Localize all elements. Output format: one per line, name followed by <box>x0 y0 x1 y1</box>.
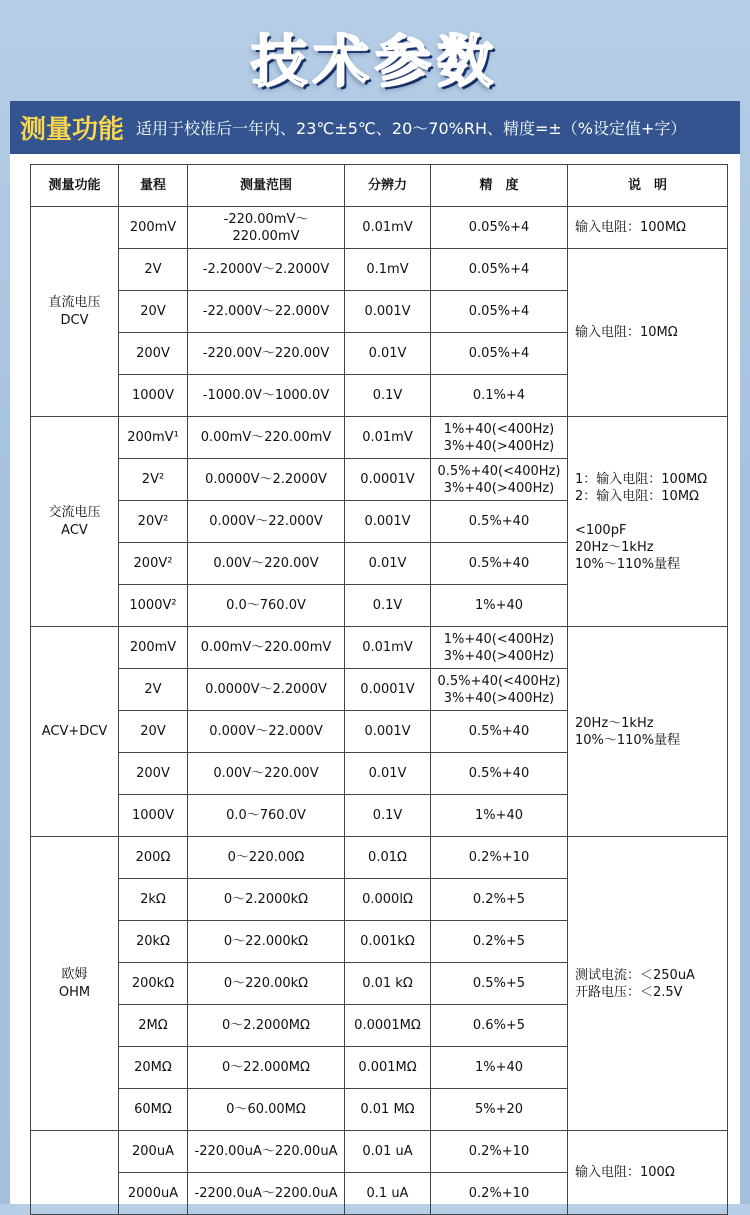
range-cell: 200V² <box>119 543 188 585</box>
function-cell <box>31 1131 119 1215</box>
range-cell: 20MΩ <box>119 1047 188 1089</box>
header-range: 量程 <box>119 165 188 207</box>
range-cell: 2000uA <box>119 1173 188 1215</box>
header-accuracy: 精 度 <box>431 165 568 207</box>
span-line: 0.0000V～2.2000V <box>205 472 327 487</box>
resolution-cell: 0.1V <box>345 795 431 837</box>
span-line: 0～60.00MΩ <box>226 1102 306 1117</box>
accuracy-line: 0.2%+5 <box>472 892 526 907</box>
span-cell <box>188 459 345 501</box>
resolution-cell: 0.01Ω <box>345 837 431 879</box>
range-cell: 20V <box>119 711 188 753</box>
accuracy-line: 0.5%+40(<400Hz) <box>437 463 561 479</box>
table-row <box>31 837 728 879</box>
resolution-cell: 0.001V <box>345 291 431 333</box>
accuracy-line: 3%+40(>400Hz) <box>443 690 555 706</box>
table-body <box>31 207 728 1215</box>
resolution-cell: 0.001V <box>345 711 431 753</box>
accuracy-cell <box>431 879 568 921</box>
range-cell: 200kΩ <box>119 963 188 1005</box>
accuracy-line: 0.6%+5 <box>472 1018 526 1033</box>
note-line: 输入电阻：10MΩ <box>575 325 678 340</box>
note-line: 20Hz～1kHz <box>575 715 654 731</box>
note-line: 输入电阻：100MΩ <box>575 220 686 235</box>
function-label: ACV <box>61 522 88 538</box>
resolution-cell: 0.1mV <box>345 249 431 291</box>
accuracy-line: 0.5%+5 <box>472 976 526 991</box>
range-cell: 2V <box>119 669 188 711</box>
resolution-cell: 0.1 uA <box>345 1173 431 1215</box>
accuracy-line: 0.2%+5 <box>472 934 526 949</box>
accuracy-line: 3%+40(>400Hz) <box>443 648 555 664</box>
header-resolution: 分辨力 <box>345 165 431 207</box>
range-cell: 200uA <box>119 1131 188 1173</box>
notes-cell <box>568 837 728 1131</box>
span-cell <box>188 1131 345 1173</box>
accuracy-cell <box>431 333 568 375</box>
note-line: 20Hz～1kHz <box>575 539 654 555</box>
accuracy-cell <box>431 921 568 963</box>
resolution-cell: 0.01mV <box>345 207 431 249</box>
note-line: 10%～110%量程 <box>575 556 681 572</box>
spec-panel <box>10 154 740 1204</box>
header-function: 测量功能 <box>31 165 119 207</box>
range-cell: 200mV¹ <box>119 417 188 459</box>
accuracy-cell <box>431 1131 568 1173</box>
range-cell: 1000V <box>119 795 188 837</box>
span-cell <box>188 1005 345 1047</box>
accuracy-line: 0.5%+40 <box>468 556 530 571</box>
range-cell: 200mV <box>119 627 188 669</box>
resolution-cell: 0.1V <box>345 375 431 417</box>
span-cell <box>188 963 345 1005</box>
section-heading: 测量功能 <box>20 115 125 145</box>
accuracy-cell <box>431 1089 568 1131</box>
range-cell: 200mV <box>119 207 188 249</box>
table-row <box>31 417 728 459</box>
span-cell <box>188 879 345 921</box>
span-cell <box>188 921 345 963</box>
range-cell: 20V² <box>119 501 188 543</box>
accuracy-line: 0.05%+4 <box>468 220 530 235</box>
accuracy-line: 0.5%+40 <box>468 514 530 529</box>
resolution-cell: 0.01V <box>345 543 431 585</box>
section-banner <box>10 101 740 154</box>
span-line: 0～22.000kΩ <box>223 934 309 949</box>
note-line: 开路电压：＜2.5V <box>575 984 683 1000</box>
resolution-cell: 0.01 MΩ <box>345 1089 431 1131</box>
notes-cell <box>568 417 728 627</box>
span-line: 0.00V～220.00V <box>213 766 319 781</box>
range-cell: 20kΩ <box>119 921 188 963</box>
accuracy-line: 1%+40(<400Hz) <box>443 631 555 647</box>
span-line: 220.00mV <box>232 228 300 244</box>
note-line <box>575 505 725 522</box>
span-cell <box>188 249 345 291</box>
accuracy-cell <box>431 501 568 543</box>
table-row <box>31 627 728 669</box>
span-cell <box>188 837 345 879</box>
span-line: 0～220.00kΩ <box>223 976 309 991</box>
span-line: 0.0000V～2.2000V <box>205 682 327 697</box>
function-cell <box>31 417 119 627</box>
notes-cell <box>568 249 728 417</box>
note-line: 输入电阻：100Ω <box>575 1165 675 1180</box>
span-line: 0.0～760.0V <box>226 598 306 613</box>
accuracy-cell <box>431 1005 568 1047</box>
span-cell <box>188 375 345 417</box>
range-cell: 200Ω <box>119 837 188 879</box>
accuracy-cell <box>431 753 568 795</box>
resolution-cell: 0.01 uA <box>345 1131 431 1173</box>
span-line: 0.000V～22.000V <box>209 514 323 529</box>
range-cell: 2V² <box>119 459 188 501</box>
accuracy-cell <box>431 543 568 585</box>
range-cell: 200V <box>119 333 188 375</box>
span-cell <box>188 333 345 375</box>
accuracy-line: 0.2%+10 <box>468 850 530 865</box>
resolution-cell: 0.000lΩ <box>345 879 431 921</box>
range-cell: 200V <box>119 753 188 795</box>
accuracy-line: 0.05%+4 <box>468 304 530 319</box>
accuracy-cell <box>431 585 568 627</box>
header-span: 测量范围 <box>188 165 345 207</box>
notes-cell <box>568 207 728 249</box>
accuracy-line: 0.05%+4 <box>468 346 530 361</box>
accuracy-cell <box>431 627 568 669</box>
span-cell <box>188 1173 345 1215</box>
function-label: ACV+DCV <box>41 723 108 739</box>
span-cell <box>188 627 345 669</box>
note-line: 2：输入电阻：10MΩ <box>575 488 699 504</box>
span-cell <box>188 207 345 249</box>
note-line: 1：输入电阻：100MΩ <box>575 471 708 487</box>
span-line: 0.00mV～220.00mV <box>200 640 332 655</box>
span-line: 0～22.000MΩ <box>222 1060 310 1075</box>
accuracy-line: 1%+40 <box>474 598 524 613</box>
note-line: <100pF <box>575 522 627 538</box>
span-line: -220.00uA～220.00uA <box>194 1144 338 1159</box>
accuracy-cell <box>431 795 568 837</box>
span-cell <box>188 753 345 795</box>
section-subtitle: 适用于校准后一年内、23℃±5℃、20～70%RH、精度=±（%设定值+字） <box>136 119 687 138</box>
accuracy-line: 3%+40(>400Hz) <box>443 480 555 496</box>
table-row <box>31 249 728 291</box>
accuracy-line: 0.2%+10 <box>468 1186 530 1201</box>
span-line: -1000.0V～1000.0V <box>202 388 330 403</box>
resolution-cell: 0.001kΩ <box>345 921 431 963</box>
span-line: 0.0～760.0V <box>226 808 306 823</box>
note-line: 10%～110%量程 <box>575 732 681 748</box>
span-line: 0～2.2000kΩ <box>223 892 309 907</box>
accuracy-line: 0.5%+40 <box>468 724 530 739</box>
accuracy-line: 3%+40(>400Hz) <box>443 438 555 454</box>
note-line: 测试电流：＜250uA <box>575 967 695 983</box>
span-line: 0～220.00Ω <box>227 850 305 865</box>
accuracy-cell <box>431 1047 568 1089</box>
span-line: 0.000V～22.000V <box>209 724 323 739</box>
span-line: -2200.0uA～2200.0uA <box>194 1186 338 1201</box>
accuracy-cell <box>431 963 568 1005</box>
resolution-cell: 0.1V <box>345 585 431 627</box>
page-title: 技术参数 <box>251 30 499 95</box>
resolution-cell: 0.01mV <box>345 417 431 459</box>
header-notes: 说 明 <box>568 165 728 207</box>
range-cell: 1000V <box>119 375 188 417</box>
span-cell <box>188 795 345 837</box>
span-cell <box>188 501 345 543</box>
resolution-cell: 0.01mV <box>345 627 431 669</box>
accuracy-line: 1%+40 <box>474 1060 524 1075</box>
notes-cell <box>568 1131 728 1215</box>
resolution-cell: 0.001MΩ <box>345 1047 431 1089</box>
resolution-cell: 0.01 kΩ <box>345 963 431 1005</box>
accuracy-line: 0.5%+40(<400Hz) <box>437 673 561 689</box>
accuracy-cell <box>431 291 568 333</box>
resolution-cell: 0.0001MΩ <box>345 1005 431 1047</box>
range-cell: 2V <box>119 249 188 291</box>
range-cell: 1000V² <box>119 585 188 627</box>
function-label: 交流电压 <box>48 504 101 520</box>
function-cell <box>31 837 119 1131</box>
function-cell <box>31 627 119 837</box>
resolution-cell: 0.0001V <box>345 459 431 501</box>
function-label: 欧姆 <box>61 966 88 982</box>
table-header-row <box>31 165 728 207</box>
accuracy-cell <box>431 1173 568 1215</box>
notes-cell <box>568 627 728 837</box>
span-line: 0.00mV～220.00mV <box>200 430 332 445</box>
span-cell <box>188 1047 345 1089</box>
accuracy-cell <box>431 459 568 501</box>
resolution-cell: 0.01V <box>345 333 431 375</box>
span-cell <box>188 291 345 333</box>
accuracy-line: 0.1%+4 <box>472 388 526 403</box>
accuracy-line: 0.05%+4 <box>468 262 530 277</box>
span-line: 0～2.2000MΩ <box>222 1018 310 1033</box>
accuracy-cell <box>431 207 568 249</box>
spec-table <box>30 164 728 1215</box>
span-cell <box>188 1089 345 1131</box>
span-line: -220.00mV～ <box>223 211 309 227</box>
range-cell: 2MΩ <box>119 1005 188 1047</box>
table-row <box>31 1131 728 1173</box>
span-line: 0.00V～220.00V <box>213 556 319 571</box>
range-cell: 60MΩ <box>119 1089 188 1131</box>
accuracy-cell <box>431 837 568 879</box>
accuracy-cell <box>431 669 568 711</box>
function-label: DCV <box>60 312 89 328</box>
accuracy-cell <box>431 711 568 753</box>
span-cell <box>188 417 345 459</box>
resolution-cell: 0.001V <box>345 501 431 543</box>
resolution-cell: 0.0001V <box>345 669 431 711</box>
table-row <box>31 207 728 249</box>
accuracy-line: 1%+40(<400Hz) <box>443 421 555 437</box>
span-line: -220.00V～220.00V <box>202 346 330 361</box>
range-cell: 2kΩ <box>119 879 188 921</box>
accuracy-cell <box>431 375 568 417</box>
span-cell <box>188 585 345 627</box>
accuracy-cell <box>431 417 568 459</box>
function-cell <box>31 207 119 417</box>
function-label: 直流电压 <box>48 294 101 310</box>
accuracy-cell <box>431 249 568 291</box>
span-line: -2.2000V～2.2000V <box>202 262 330 277</box>
accuracy-line: 0.5%+40 <box>468 766 530 781</box>
span-cell <box>188 711 345 753</box>
range-cell: 20V <box>119 291 188 333</box>
function-label: OHM <box>58 984 91 1000</box>
span-line: -22.000V～22.000V <box>202 304 330 319</box>
span-cell <box>188 543 345 585</box>
resolution-cell: 0.01V <box>345 753 431 795</box>
span-cell <box>188 669 345 711</box>
accuracy-line: 5%+20 <box>474 1102 524 1117</box>
accuracy-line: 0.2%+10 <box>468 1144 530 1159</box>
accuracy-line: 1%+40 <box>474 808 524 823</box>
